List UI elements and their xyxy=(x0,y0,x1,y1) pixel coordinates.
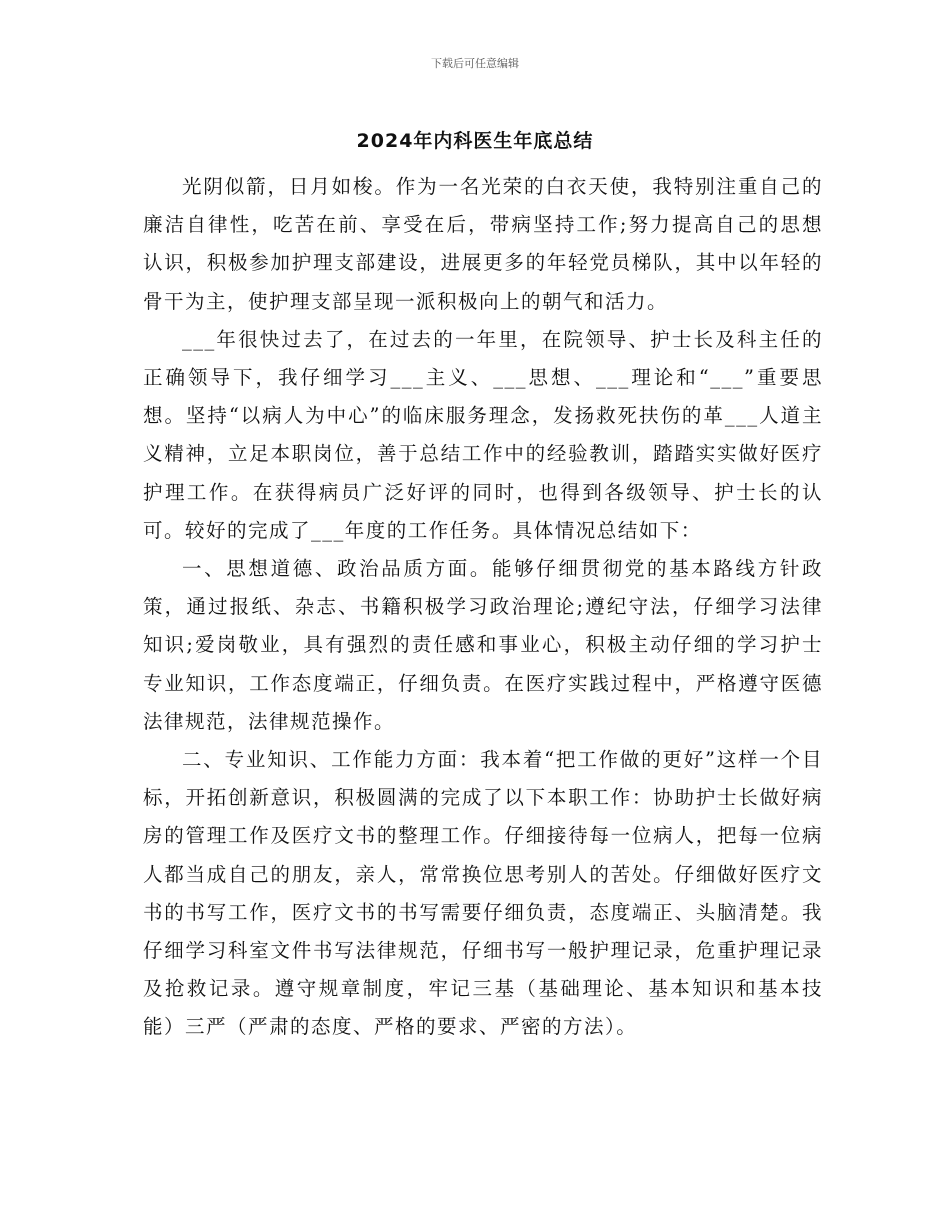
paragraph-section-1: 一、思想道德、政治品质方面。能够仔细贯彻党的基本路线方针政策，通过报纸、杂志、书籍积极学习政治理论;遵纪守法，仔细学习法律知识;爱岗敬业，具有强烈的责任感和事业心，积极主动仔细的学习护士专业知识，工作态度端正，仔细负责。在医疗实践过程中，严格遵守医德法律规范，法律规范操作。 xyxy=(143,557,823,733)
download-edit-note: 下载后可任意编辑 xyxy=(431,57,519,70)
paragraph-section-2: 二、专业知识、工作能力方面：我本着“把工作做的更好”这样一个目标，开拓创新意识，积极圆满的完成了以下本职工作：协助护士长做好病房的管理工作及医疗文书的整理工作。仔细接待每一位病人，把每一位病人都当成自己的朋友，亲人，常常换位思考别人的苦处。仔细做好医疗文书的书写工作，医疗文书的书写需要仔细负责，态度端正、头脑清楚。我仔细学习科室文件书写法律规范，仔细书写一般护理记录，危重护理记录及抢救记录。遵守规章制度，牢记三基（基础理论、基本知识和基本技能）三严（严肃的态度、严格的要求、严密的方法）。 xyxy=(143,748,823,1039)
paragraph-intro: 光阴似箭，日月如梭。作为一名光荣的白衣天使，我特别注重自己的廉洁自律性，吃苦在前、享受在后，带病坚持工作;努力提高自己的思想认识，积极参加护理支部建设，进展更多的年轻党员梯队，其中以年轻的骨干为主，使护理支部呈现一派积极向上的朝气和活力。 xyxy=(143,175,823,313)
paragraph-overview: ___年很快过去了，在过去的一年里，在院领导、护士长及科主任的正确领导下，我仔细学习___主义、___思想、___理论和“___”重要思想。坚持“以病人为中心”的临床服务理念，发扬救死扶伤的革___人道主义精神，立足本职岗位，善于总结工作中的经验教训，踏踏实实做好医疗护理工作。在获得病员广泛好评的同时，也得到各级领导、护士长的认可。较好的完成了___年度的工作任务。具体情况总结如下： xyxy=(143,327,823,542)
document-body xyxy=(143,168,823,1047)
document-title: 2024年内科医生年底总结 xyxy=(356,130,594,152)
